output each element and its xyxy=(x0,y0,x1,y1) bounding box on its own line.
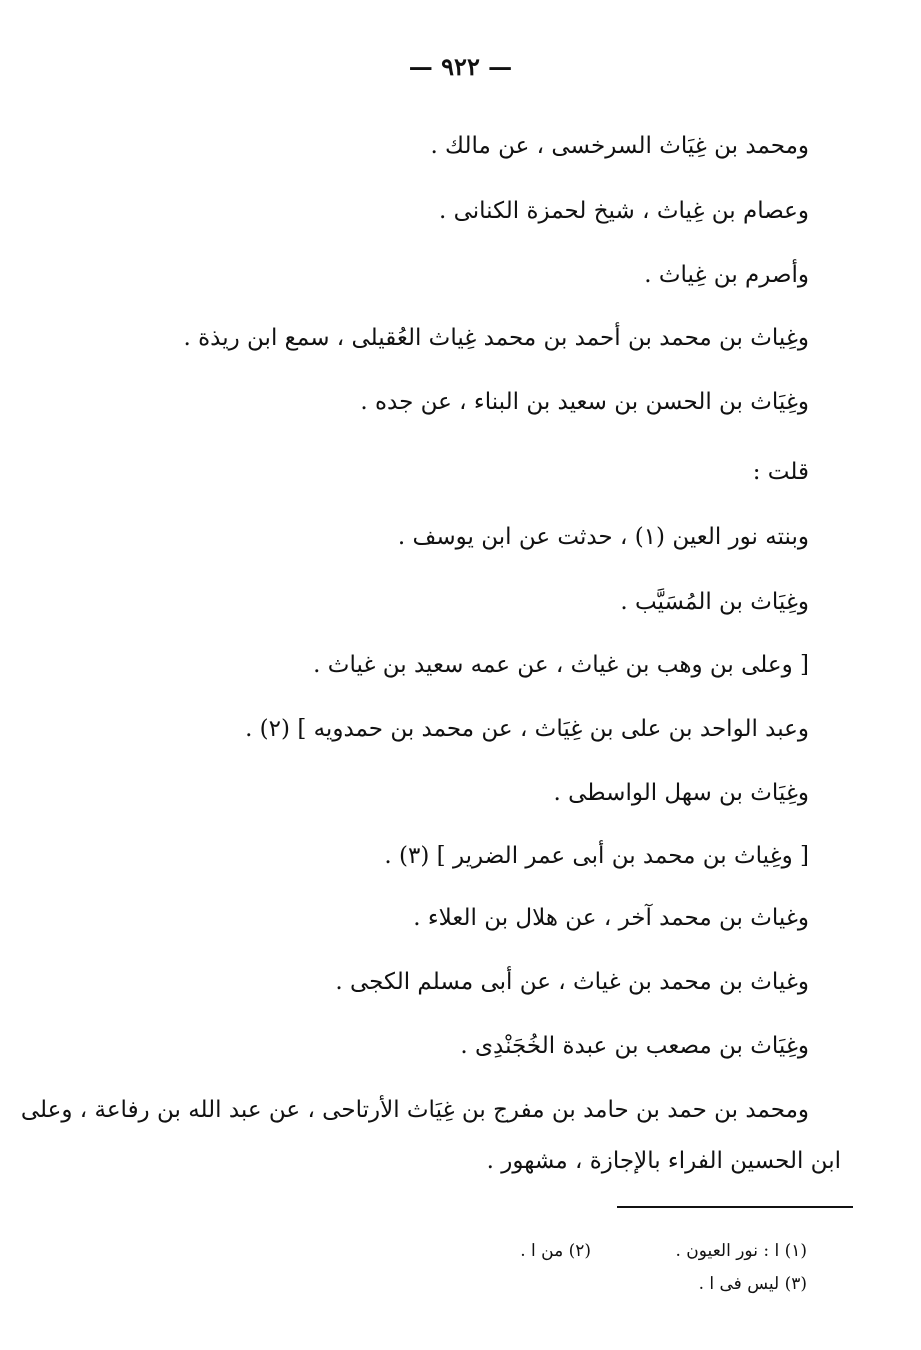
text-line: وغِياث بن محمد بن أحمد بن محمد غِياث العُقيلى ، سمع ابن ريذة . xyxy=(183,325,809,351)
page-number: — ٩٢٢ — xyxy=(408,52,513,81)
text-line: وغياث بن محمد بن غياث ، عن أبى مسلم الكجى . xyxy=(335,969,809,995)
footnote-3: (٣) ليس فى ا . xyxy=(698,1274,807,1294)
text-line: وبنته نور العين (١) ، حدثت عن ابن يوسف . xyxy=(397,524,809,550)
text-line: وغِيَاث بن المُسَيَّب . xyxy=(620,589,809,615)
text-line: وغياث بن محمد آخر ، عن هلال بن العلاء . xyxy=(413,905,809,931)
text-line: [ وعلى بن وهب بن غياث ، عن عمه سعيد بن غياث . xyxy=(313,652,809,678)
text-line: وغِيَاث بن مصعب بن عبدة الخُجَنْدِى . xyxy=(460,1033,809,1059)
text-line: وعبد الواحد بن على بن غِيَاث ، عن محمد بن حمدويه ] (٢) . xyxy=(245,716,809,742)
text-line: وأصرم بن غِياث . xyxy=(644,262,809,288)
text-line: ومحمد بن حمد بن حامد بن مفرج بن غِيَاث الأرتاحى ، عن عبد الله بن رفاعة ، وعلى xyxy=(20,1097,809,1123)
text-line: وغِيَاث بن سهل الواسطى . xyxy=(553,780,809,806)
footnote-divider xyxy=(617,1206,853,1208)
text-line: ابن الحسين الفراء بالإجازة ، مشهور . xyxy=(486,1148,841,1174)
footnote-2: (٢) من ا . xyxy=(520,1241,591,1261)
text-line: وغِيَاث بن الحسن بن سعيد بن البناء ، عن جده . xyxy=(360,389,809,415)
footnote-1: (١) ا : نور العيون . xyxy=(675,1241,807,1261)
text-line: [ وغِياث بن محمد بن أبى عمر الضرير ] (٣) . xyxy=(384,843,809,869)
text-line: ومحمد بن غِيَاث السرخسى ، عن مالك . xyxy=(430,133,809,159)
text-line: قلت : xyxy=(752,459,809,485)
text-line: وعصام بن غِياث ، شيخ لحمزة الكنانى . xyxy=(438,198,809,224)
